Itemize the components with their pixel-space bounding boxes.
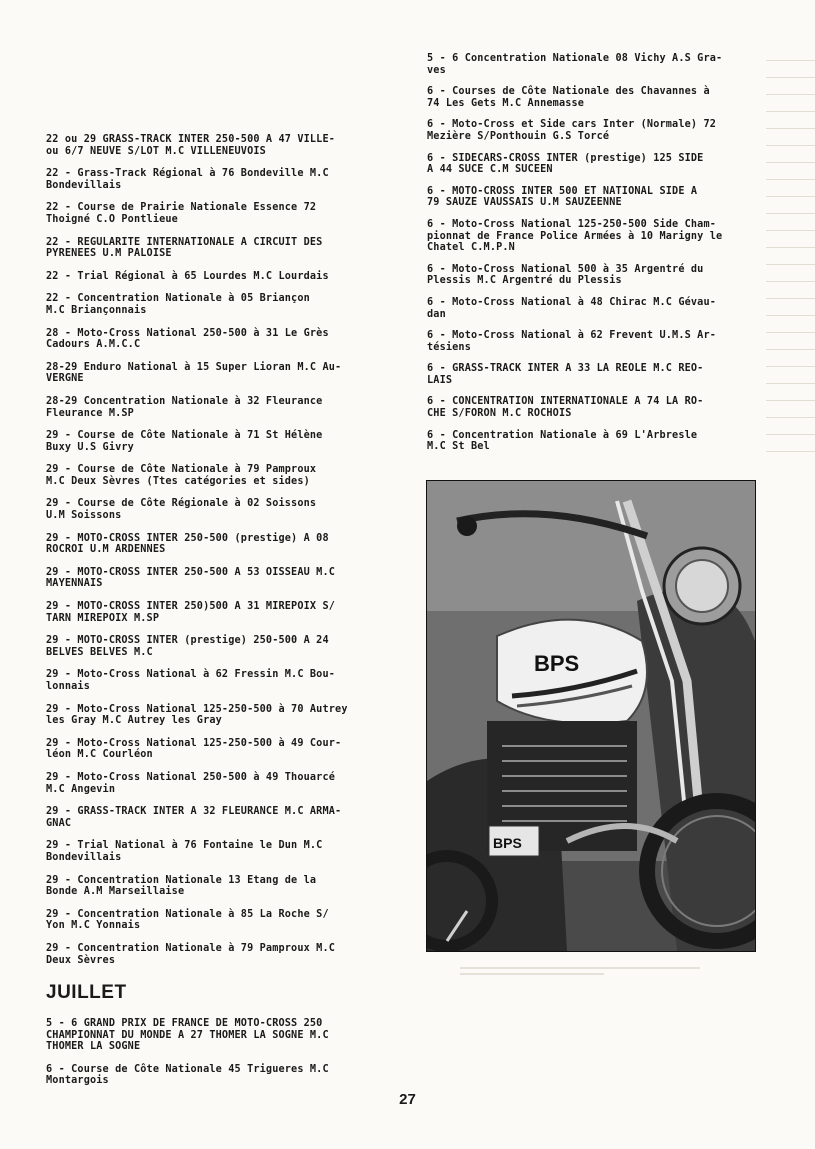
show-through-text [766, 60, 815, 960]
calendar-entry: 6 - Moto-Cross National 125-250-500 Side Cham- pionnat de France Police Armées à 10 Marigny le Chatel C.M.P.N [427, 218, 723, 254]
motorcycle-photo [426, 480, 756, 952]
calendar-entry: 29 - MOTO-CROSS INTER 250-500 A 53 OISSEAU M.C MAYENNAIS [46, 566, 336, 590]
calendar-entry: 29 - MOTO-CROSS INTER (prestige) 250-500 A 24 BELVES BELVES M.C [46, 635, 329, 658]
page-number: 27 [399, 1091, 416, 1108]
calendar-entry: 29 - Concentration Nationale à 79 Pamproux M.C Deux Sèvres [46, 942, 336, 966]
calendar-entry: 22 ou 29 GRASS-TRACK INTER 250-500 A 47 VILLE- ou 6/7 NEUVE S/LOT M.C VILLENEUVOIS [46, 134, 336, 157]
calendar-entry: 29 - Moto-Cross National 250-500 à 49 Thouarcé M.C Angevin [46, 771, 336, 795]
calendar-entry: 29 - MOTO-CROSS INTER 250-500 (prestige) A 08 ROCROI U.M ARDENNES [46, 532, 329, 556]
calendar-entry: 6 - CONCENTRATION INTERNATIONALE A 74 LA RO- CHE S/FORON M.C ROCHOIS [427, 396, 704, 420]
calendar-entry: 22 - Course de Prairie Nationale Essence 72 Thoigné C.O Pontlieue [46, 202, 317, 225]
side-logo: BPS [493, 835, 522, 851]
calendar-entry: 29 - Concentration Nationale à 85 La Roche S/ Yon M.C Yonnais [46, 908, 329, 932]
calendar-entry: 22 - REGULARITE INTERNATIONALE A CIRCUIT DES PYRENEES U.M PALOISE [46, 236, 323, 260]
calendar-entry: 29 - Concentration Nationale 13 Etang de la Bonde A.M Marseillaise [46, 874, 317, 898]
calendar-entry: 29 - Course de Côte Nationale à 71 St Hélène Buxy U.S Givry [46, 430, 323, 453]
calendar-entry: 22 - Concentration Nationale à 05 Briançon M.C Briançonnais [46, 293, 310, 316]
calendar-entry: 28-29 Concentration Nationale à 32 Fleurance Fleurance M.SP [46, 395, 323, 419]
calendar-entry: 6 - Moto-Cross National à 62 Frevent U.M.S Ar- tésiens [427, 330, 717, 353]
calendar-entry: 29 - MOTO-CROSS INTER 250)500 A 31 MIREPOIX S/ TARN MIREPOIX M.SP [46, 601, 336, 624]
calendar-entry: 6 - Moto-Cross et Side cars Inter (Normale) 72 Mezière S/Ponthouin G.S Torcé [427, 119, 717, 142]
calendar-entry: 29 - GRASS-TRACK INTER A 32 FLEURANCE M.C ARMA- GNAC [46, 806, 342, 829]
calendar-entry: 6 - Courses de Côte Nationale des Chavannes à 74 Les Gets M.C Annemasse [427, 86, 710, 109]
calendar-entry: 6 - GRASS-TRACK INTER A 33 LA REOLE M.C REO- LAIS [427, 363, 704, 386]
calendar-entry: 6 - MOTO-CROSS INTER 500 ET NATIONAL SIDE A 79 SAUZE VAUSSAIS U.M SAUZEENNE [427, 185, 698, 209]
right-column [427, 53, 762, 463]
tank-logo: BPS [534, 651, 580, 676]
calendar-entry: 6 - Course de Côte Nationale 45 Trigueres M.C Montargois [46, 1063, 329, 1087]
calendar-entry: 22 - Grass-Track Régional à 76 Bondeville M.C Bondevillais [46, 168, 329, 191]
show-through-caption [460, 963, 700, 983]
calendar-entry: 28-29 Enduro National à 15 Super Lioran M.C Au- VERGNE [46, 361, 342, 385]
calendar-entry: 6 - Moto-Cross National à 48 Chirac M.C Gévau- dan [427, 296, 717, 320]
calendar-entry: 28 - Moto-Cross National 250-500 à 31 Le Grès Cadours A.M.C.C [46, 327, 329, 351]
calendar-entry: 22 - Trial Régional à 65 Lourdes M.C Lourdais [46, 270, 329, 282]
calendar-entry: 5 - 6 Concentration Nationale 08 Vichy A.S Gra- ves [427, 53, 723, 76]
calendar-entry: 6 - Moto-Cross National 500 à 35 Argentré du Plessis M.C Argentré du Plessis [427, 263, 704, 287]
calendar-entry: 29 - Moto-Cross National 125-250-500 à 70 Autrey les Gray M.C Autrey les Gray [46, 703, 348, 727]
calendar-entry: 6 - Concentration Nationale à 69 L'Arbresle M.C St Bel [427, 429, 698, 453]
calendar-entry: 29 - Trial National à 76 Fontaine le Dun M.C Bondevillais [46, 840, 323, 863]
calendar-entry: 29 - Course de Côte Régionale à 02 Soissons U.M Soissons [46, 498, 317, 522]
section-title-juillet: JUILLET [46, 982, 127, 1004]
calendar-entry: 29 - Course de Côte Nationale à 79 Pamproux M.C Deux Sèvres (Ttes catégories et sides) [46, 464, 317, 487]
calendar-entry: 6 - SIDECARS-CROSS INTER (prestige) 125 SIDE A 44 SUCE C.M SUCEEN [427, 152, 704, 176]
calendar-entry: 5 - 6 GRAND PRIX DE FRANCE DE MOTO-CROSS 250 CHAMPIONNAT DU MONDE A 27 THOMER LA SOGNE M.C THOMER LA SOGNE [46, 1018, 329, 1053]
left-column [46, 134, 391, 1098]
calendar-entry: 29 - Moto-Cross National à 62 Fressin M.C Bou- lonnais [46, 669, 336, 692]
calendar-entry: 29 - Moto-Cross National 125-250-500 à 49 Cour- léon M.C Courléon [46, 737, 342, 761]
